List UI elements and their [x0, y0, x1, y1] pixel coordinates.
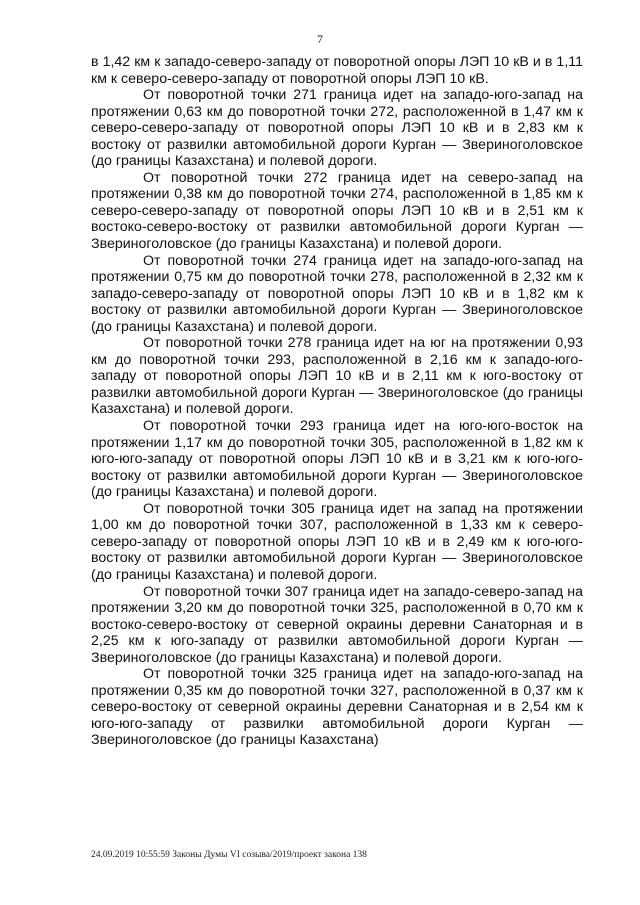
paragraph-point-325: От поворотной точки 325 граница идет на западо-юго-запад на протяжении 0,35 км до поворотной точки 327, расположенной в 0,37 км к северо-востоку от северной окраины деревни Санаторная и в 2,54 км к юго-юго-западу от развилки автомобильной дороги Курган — Звериноголовское (до границы Казахстана): [91, 666, 583, 749]
paragraph-point-293: От поворотной точки 293 граница идет на юго-юго-восток на протяжении 1,17 км до поворотной точки 305, расположенной в 1,82 км к юго-юго-западу от поворотной опоры ЛЭП 10 кВ и в 3,21 км к юго-юго-востоку от развилки автомобильной дороги Курган — Звериноголовское (до границы Казахстана) и полевой дороги.: [91, 418, 583, 501]
paragraph-point-272: От поворотной точки 272 граница идет на северо-запад на протяжении 0,38 км до поворотной точки 274, расположенной в 1,85 км к северо-северо-западу от поворотной опоры ЛЭП 10 кВ и в 2,51 км к востоко-северо-востоку от развилки автомобильной дороги Курган — Звериноголовское (до границы Казахстана) и полевой дороги.: [91, 169, 583, 253]
paragraph-point-305: От поворотной точки 305 граница идет на запад на протяжении 1,00 км до поворотной точки 307, расположенной в 1,33 км к северо-северо-западу от поворотной опоры ЛЭП 10 кВ и в 2,49 км к юго-юго-востоку от развилки автомобильной дороги Курган — Звериноголовское (до границы Казахстана) и полевой дороги.: [91, 500, 583, 583]
paragraph-point-274: От поворотной точки 274 граница идет на западо-юго-запад на протяжении 0,75 км до поворотной точки 278, расположенной в 2,32 км к западо-северо-западу от поворотной опоры ЛЭП 10 кВ и в 1,82 км к востоку от развилки автомобильной дороги Курган — Звериноголовское (до границы Казахстана) и полевой дороги.: [91, 252, 583, 335]
paragraph-point-278: От поворотной точки 278 граница идет на юг на протяжении 0,93 км до поворотной точки 293, расположенной в 2,16 км к западо-юго-западу от поворотной опоры ЛЭП 10 кВ и в 2,11 км к юго-востоку от развилки автомобильной дороги Курган — Звериноголовское (до границы Казахстана) и полевой дороги.: [91, 335, 583, 418]
footer-stamp: 24.09.2019 10:55:59 Законы Думы VI созыва/2019/проект закона 138: [91, 850, 367, 860]
page-number: 7: [317, 32, 323, 46]
paragraph-point-271: От поворотной точки 271 граница идет на западо-юго-запад на протяжении 0,63 км до поворотной точки 272, расположенной в 1,47 км к северо-северо-западу от поворотной опоры ЛЭП 10 кВ и в 2,83 км к востоку от развилки автомобильной дороги Курган — Звериноголовское (до границы Казахстана) и полевой дороги.: [91, 87, 583, 170]
document-body: [91, 54, 583, 749]
paragraph-point-307: От поворотной точки 307 граница идет на западо-северо-запад на протяжении 3,20 км до поворотной точки 325, расположенной в 0,70 км к востоко-северо-востоку от северной окраины деревни Санаторная и в 2,25 км к юго-западу от развилки автомобильной дороги Курган — Звериноголовское (до границы Казахстана) и полевой дороги.: [91, 583, 583, 666]
paragraph-continuation: в 1,42 км к западо-северо-западу от поворотной опоры ЛЭП 10 кВ и в 1,11 км к северо-северо-западу от поворотной опоры ЛЭП 10 кВ.: [91, 54, 583, 87]
